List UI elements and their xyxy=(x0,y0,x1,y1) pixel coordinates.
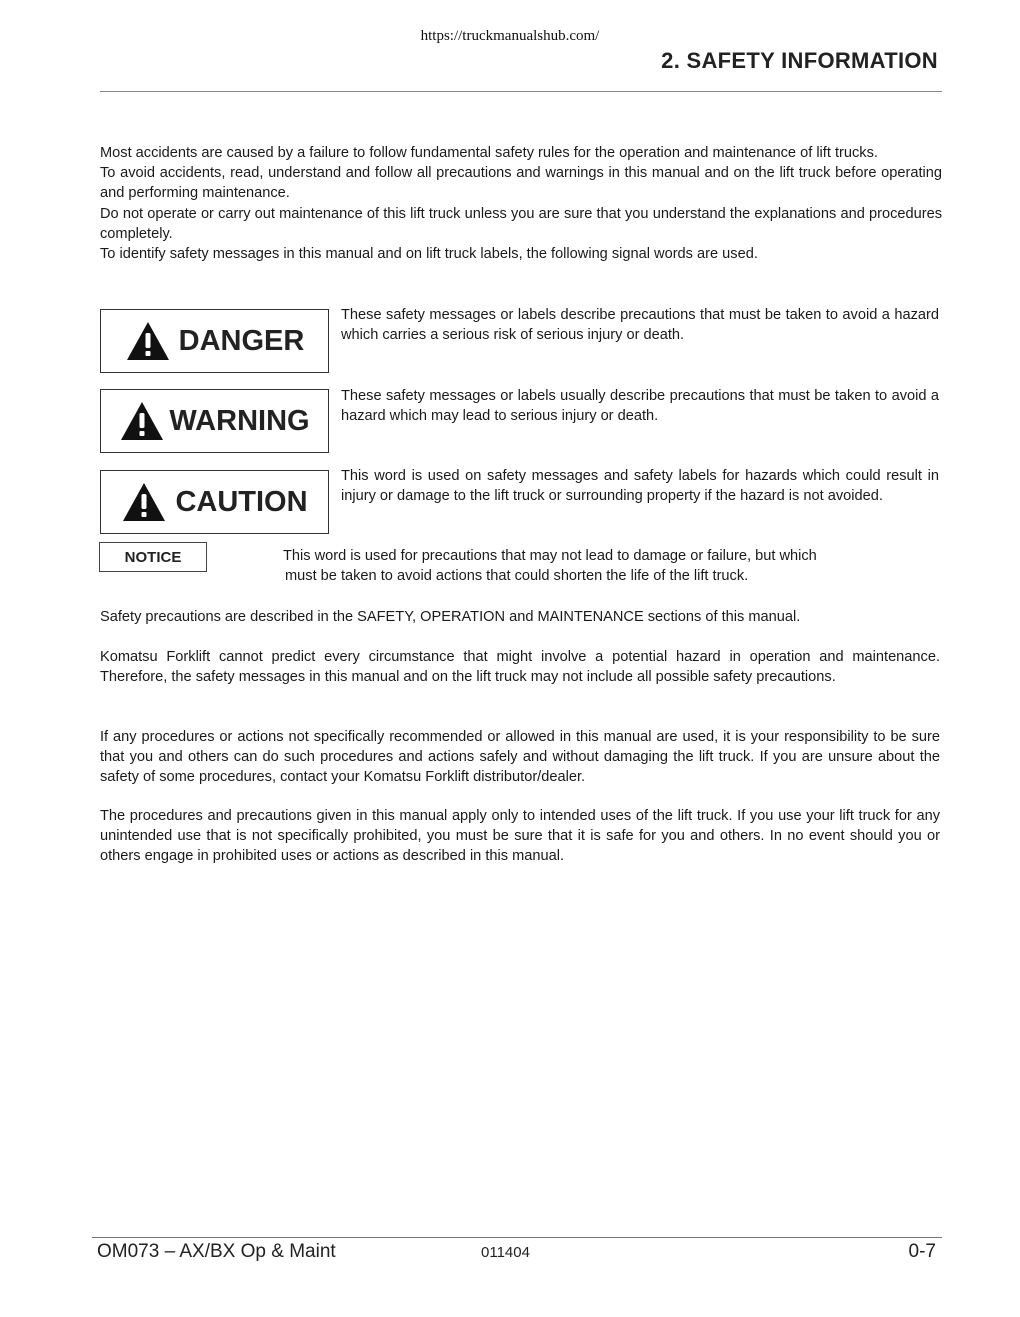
footer-doc-title: OM073 – AX/BX Op & Maint xyxy=(97,1241,336,1262)
footer-rule xyxy=(92,1237,942,1238)
source-url[interactable]: https://truckmanualshub.com/ xyxy=(420,28,600,44)
warning-label: WARNING xyxy=(169,404,310,437)
warning-description: These safety messages or labels usually describe precautions that must be taken to avoid a hazard which may lead to serious injury or death. xyxy=(341,388,939,425)
footer-page-number: 0-7 xyxy=(908,1241,936,1262)
body-paragraph: Safety precautions are described in the SAFETY, OPERATION and MAINTENANCE sections of this manual. xyxy=(100,609,801,625)
warning-triangle-icon xyxy=(125,320,171,362)
caution-signal-box xyxy=(100,470,329,534)
danger-description: These safety messages or labels describe precautions that must be taken to avoid a hazard which carries a serious risk of serious injury or death. xyxy=(341,307,939,344)
caution-description: This word is used on safety messages and safety labels for hazards which could result in injury or damage to the lift truck or surrounding property if the hazard is not avoided. xyxy=(341,468,939,505)
intro-paragraph: To avoid accidents, read, understand and follow all precautions and warnings in this manual and on the lift truck before operating and performing maintenance. xyxy=(100,165,942,202)
warning-signal-box xyxy=(100,389,329,453)
intro-text xyxy=(100,143,942,264)
body-paragraph: The procedures and precautions given in this manual apply only to intended uses of the lift truck. If you use your lift truck for any unintended use that is not specifically prohibited, you must be sure that it is safe for you and others. In no event should you or others engage in prohibited uses or actions as described in this manual. xyxy=(100,808,940,865)
warning-triangle-icon xyxy=(119,400,165,442)
section-title: 2. SAFETY INFORMATION xyxy=(661,48,938,73)
caution-label: CAUTION xyxy=(175,485,308,518)
notice-description xyxy=(283,546,923,586)
notice-description-line: must be taken to avoid actions that could shorten the life of the lift truck. xyxy=(285,568,749,585)
intro-paragraph: Do not operate or carry out maintenance of this lift truck unless you are sure that you understand the explanations and procedures completely. xyxy=(100,205,942,242)
danger-label: DANGER xyxy=(178,324,305,357)
footer-doc-code: 011404 xyxy=(481,1244,530,1261)
notice-signal-box: NOTICE xyxy=(99,542,207,572)
body-paragraph: Komatsu Forklift cannot predict every circumstance that might involve a potential hazard in operation and maintenance. Therefore, the safety messages in this manual and on the lift truck may not include all possible safety precautions. xyxy=(100,649,940,686)
intro-paragraph: To identify safety messages in this manual and on lift truck labels, the following signal words are used. xyxy=(100,246,758,263)
danger-signal-box xyxy=(100,309,329,373)
body-paragraph: If any procedures or actions not specifically recommended or allowed in this manual are used, it is your responsibility to be sure that you and others can do such procedures and actions safely and without damaging the lift truck. If you are unsure about the safety of some procedures, contact your Komatsu Forklift distributor/dealer. xyxy=(100,729,940,786)
warning-triangle-icon xyxy=(121,481,167,523)
notice-description-line: This word is used for precautions that may not lead to damage or failure, but which xyxy=(283,548,817,564)
header-rule xyxy=(100,91,942,92)
intro-paragraph: Most accidents are caused by a failure to follow fundamental safety rules for the operation and maintenance of lift trucks. xyxy=(100,145,878,161)
